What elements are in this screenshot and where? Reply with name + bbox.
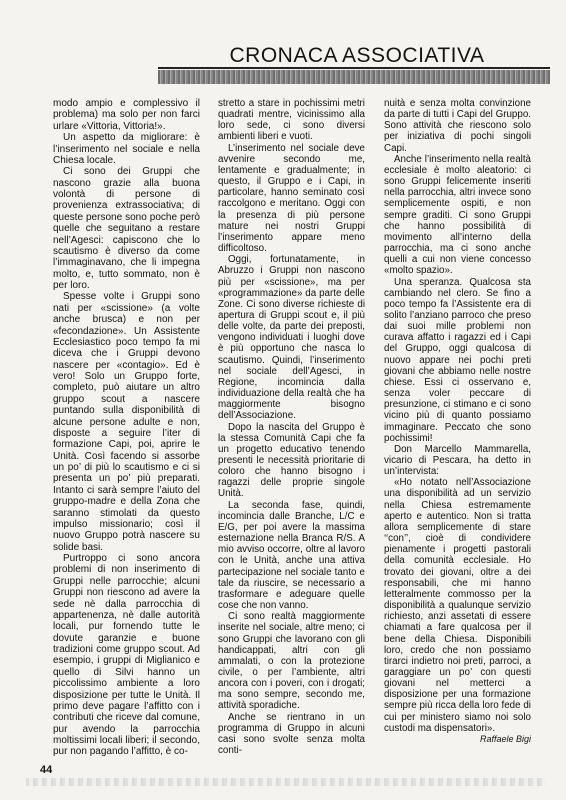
paragraph: «Ho notato nell’Associazione una disponibilità ad un servizio nella Chiesa estremamente aperto e autentico. Non si tratta allora semplicemente di stare ‘‘con’’, cioè di condividere pienamente i progetti pastorali della comunità ecclesiale. Ho trovato dei giovani, oltre a dei responsabili, che mi hanno letteralmente commosso per la disponibilità a qualunque servizio richiesto, anzi assetati di essere chiamati a fare qualcosa per il bene della Chiesa. Disponibili loro, credo che non possiamo tirarci indietro noi preti, parroci, a garaggiare un po’ con questi giovani nel metterci a disposizione per una formazione sempre più ricca della loro fede di cui per ministero siamo noi solo custodi ma dispensatori». [384,477,531,734]
paragraph: Anche l’inserimento nella realtà ecclesiale è molto aleatorio: ci sono Gruppi felicemente inseriti nella parrocchia, altri invece sono semplicemente ospiti, e non sempre graditi. Ci sono Gruppi che hanno possibilità di movimento all’interno della parrocchia, ma ci sono anche quelli a cui non viene concesso «molto spazio». [384,153,531,277]
bottom-edge-strip [26,778,546,786]
paragraph: Purtroppo ci sono ancora problemi di non inserimento di Gruppi nelle parrocchie; alcuni Gruppi non riescono ad avere la sede nè dalla parrocchia di appartenenza, nè dalle autorità locali, pur fornendo tutte le dovute garanzie e buone tradizioni come gruppo scout. Ad esempio, i gruppi di Miglianico e quello di Silvi hanno un piccolissimo ambiente a loro disposizione per tutte le Unità. Il primo deve pagare l’affitto con i contributi che riceve dal comune, pur avendo la parrocchia moltissimi locali liberi; il secondo, pur non pagando l’affitto, è co- [53,553,200,758]
section-title: CRONACA ASSOCIATIVA [229,44,485,67]
paragraph: Ci sono dei Gruppi che nascono grazie alla buona volontà di persone di provenienza extrassociativa; di queste persone sono poche però quelle che seguitano a restare nell’Agesci: capiscono che lo scautismo è diverso da come l’immaginavano, che li impegna molto, e, tutto sommato, non è per loro. [53,166,200,291]
paragraph: modo ampio e complessivo il problema) ma solo per non farci urlare «Vittoria, Vittoria!». [53,98,200,132]
paragraph: Un aspetto da migliorare: è l’inserimento nel sociale e nella Chiesa locale. [53,132,200,166]
paragraph: Ci sono realtà maggiormente inserite nel sociale, altre meno; ci sono Gruppi che lavorano con gli handicappati, altri con gli ammalati, o con la protezione civile, o per l’ambiente, altri ancora con i poveri, con i drogati; ma sono sempre, secondo me, attività sporadiche. [218,611,365,712]
paragraph: L’inserimento nel sociale deve avvenire secondo me, lentamente e gradualmente; in questo, il Gruppo e i Capi, in particolare, hanno seminato così raccolgono e meritano. Oggi con la presenza di più persone mature nei nostri Gruppi l’inserimento appare meno difficoltoso. [218,142,365,255]
paragraph: Dopo la nascita del Gruppo è la stessa Comunità Capi che fa un progetto educativo tenendo presenti le necessità prioritarie di coloro che hanno bisogno i ragazzi delle proprie singole Unità. [218,421,365,500]
text-column-3 [384,98,531,745]
paragraph: Don Marcello Mammarella, vicario di Pescara, ha detto in un’intervista: [384,443,531,478]
page-number: 44 [40,764,53,776]
author-byline: Raffaele Bigi [479,733,531,744]
text-column-1 [53,98,200,758]
title-band [158,70,550,84]
paragraph: La seconda fase, quindi, incomincia dalle Branche, L/C e E/G, per poi avere la massima esternazione nella Branca R/S. A mio avviso occorre, oltre al lavoro con le Unità, anche una attiva partecipazione nel sociale tanto e tale da riuscire, se necessario a trasformare e adeguare quelle cose che non vanno. [218,499,365,612]
text-column-2 [218,98,365,756]
paragraph: Spesse volte i Gruppi sono nati per «scissione» (a volte anche brusca) e non per «fecondazione». Un Assistente Ecclesiastico poco tempo fa mi diceva che i Gruppi devono nascere per «contagio». Ed è vero! Solo un Gruppo forte, completo, può aiutare un altro gruppo scout a nascere puntando sulla disponibilità di alcune persone adulte e non, disposte a seguire l’iter di formazione Capi, poi, aprire le Unità. Così facendo si assorbe un po’ di più lo scautismo e ci si presenta un po’ più preparati. Intanto ci sarà sempre l’aiuto del gruppo-madre e della Zona che saranno stimolati da questo impulso missionario; così il nuovo Gruppo potrà nascere su solide basi. [53,291,200,553]
paragraph: Una speranza. Qualcosa sta cambiando nel clero. Se fino a poco tempo fa l’Assistente era di solito l’anziano parroco che preso dai suoi mille problemi non curava affatto i ragazzi ed i Capi del Gruppo, oggi qualcosa di nuovo appare nei pochi preti giovani che abbiamo nelle nostre chiese. Essi ci osservano e, senza voler peccare di presunzione, ci stimano e ci sono vicino più di quanto possiamo immaginare. Peccato che sono pochissimi! [384,276,531,444]
paragraph: stretto a stare in pochissimi metri quadrati mentre, vicinissimo alla loro sede, ci sono diversi ambienti liberi e vuoti. [218,98,365,143]
paragraph: nuità e senza molta convinzione da parte di tutti i Capi del Gruppo. Sono attività che riescono solo per iniziativa di pochi singoli Capi. [384,98,531,154]
title-rule [158,67,550,69]
paragraph: Oggi, fortunatamente, in Abruzzo i Gruppi non nascono più per «scissione», ma per «programmazione» da parte delle Zone. Ci sono diverse richieste di apertura di Gruppi scout e, il più delle volte, da parte dei preposti, vengono individuati i luoghi dove è più opportuno che nasca lo scautismo. Quindi, l’inserimento nel sociale dell’Agesci, in Regione, incomincia dalla individuazione della realtà che ha maggiormente bisogno dell’Associazione. [218,254,365,422]
paragraph: Anche se rientrano in un programma di Gruppo in alcuni casi sono svolte senza molta conti- [218,711,365,757]
